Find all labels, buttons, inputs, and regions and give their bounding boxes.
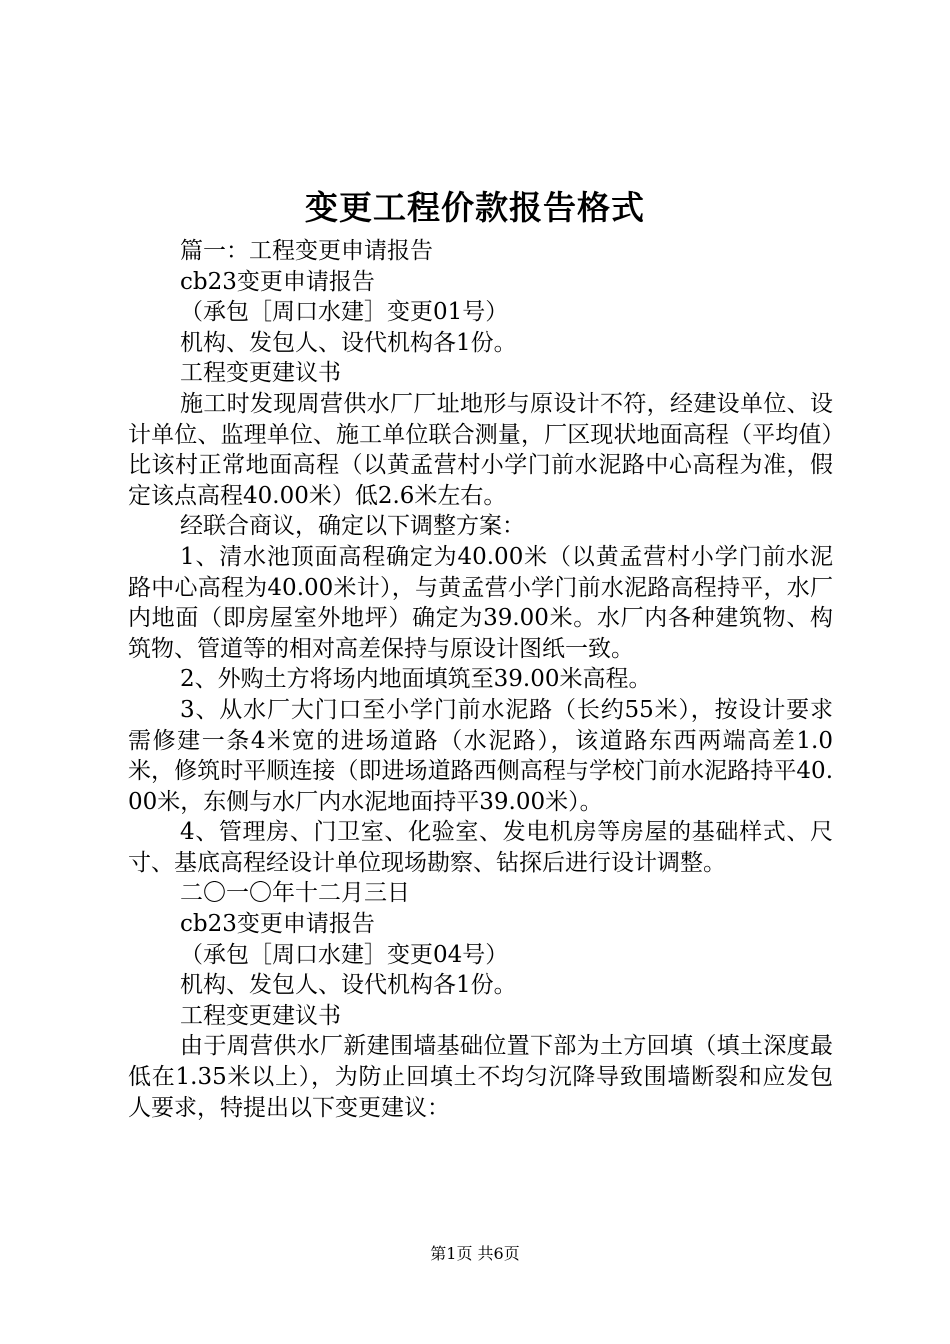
document-title: 变更工程价款报告格式 bbox=[305, 188, 645, 227]
paragraph: （承包［周口水建］变更01号） bbox=[180, 299, 509, 326]
paragraph: cb23变更申请报告 bbox=[180, 268, 375, 295]
paragraph: 由于周营供水厂新建围墙基础位置下部为土方回填（填土深度最低在1.35米以上），为防止回填土不均匀沉降导致围墙断裂和应发包人要求，特提出以下变更建议： bbox=[128, 1033, 833, 1121]
paragraph: 机构、发包人、设代机构各1份。 bbox=[180, 972, 517, 999]
paragraph: 3、从水厂大门口至小学门前水泥路（长约55米），按设计要求需修建一条4米宽的进场道路（水泥路），该道路东西两端高差1.0米，修筑时平顺连接（即进场道路西侧高程与学校门前水泥路持平40.00米，东侧与水厂内水泥地面持平39.00米）。 bbox=[128, 696, 833, 815]
paragraph: 4、管理房、门卫室、化验室、发电机房等房屋的基础样式、尺寸、基底高程经设计单位现场勘察、钻探后进行设计调整。 bbox=[128, 819, 833, 876]
paragraph: 2、外购土方将场内地面填筑至39.00米高程。 bbox=[180, 666, 652, 693]
paragraph: 工程变更建议书 bbox=[180, 360, 341, 387]
paragraph: 工程变更建议书 bbox=[180, 1002, 341, 1029]
paragraph: 机构、发包人、设代机构各1份。 bbox=[180, 329, 517, 356]
paragraph: 二〇一〇年十二月三日 bbox=[180, 880, 410, 907]
paragraph: cb23变更申请报告 bbox=[180, 911, 375, 938]
paragraph: 施工时发现周营供水厂厂址地形与原设计不符，经建设单位、设计单位、监理单位、施工单位联合测量，厂区现状地面高程（平均值）比该村正常地面高程（以黄孟营村小学门前水泥路中心高程为准，假定该点高程40.00米）低2.6米左右。 bbox=[128, 390, 833, 509]
paragraph: 经联合商议，确定以下调整方案： bbox=[180, 513, 525, 540]
document-body bbox=[128, 236, 833, 1123]
paragraph: 篇一：工程变更申请报告 bbox=[180, 238, 433, 264]
paragraph: （承包［周口水建］变更04号） bbox=[180, 941, 509, 968]
page-footer: 第1页 共6页 bbox=[430, 1244, 520, 1263]
paragraph: 1、清水池顶面高程确定为40.00米（以黄孟营村小学门前水泥路中心高程为40.00米计），与黄孟营小学门前水泥路高程持平，水厂内地面（即房屋室外地坪）确定为39.00米。水厂内各种建筑物、构筑物、管道等的相对高差保持与原设计图纸一致。 bbox=[128, 543, 833, 662]
